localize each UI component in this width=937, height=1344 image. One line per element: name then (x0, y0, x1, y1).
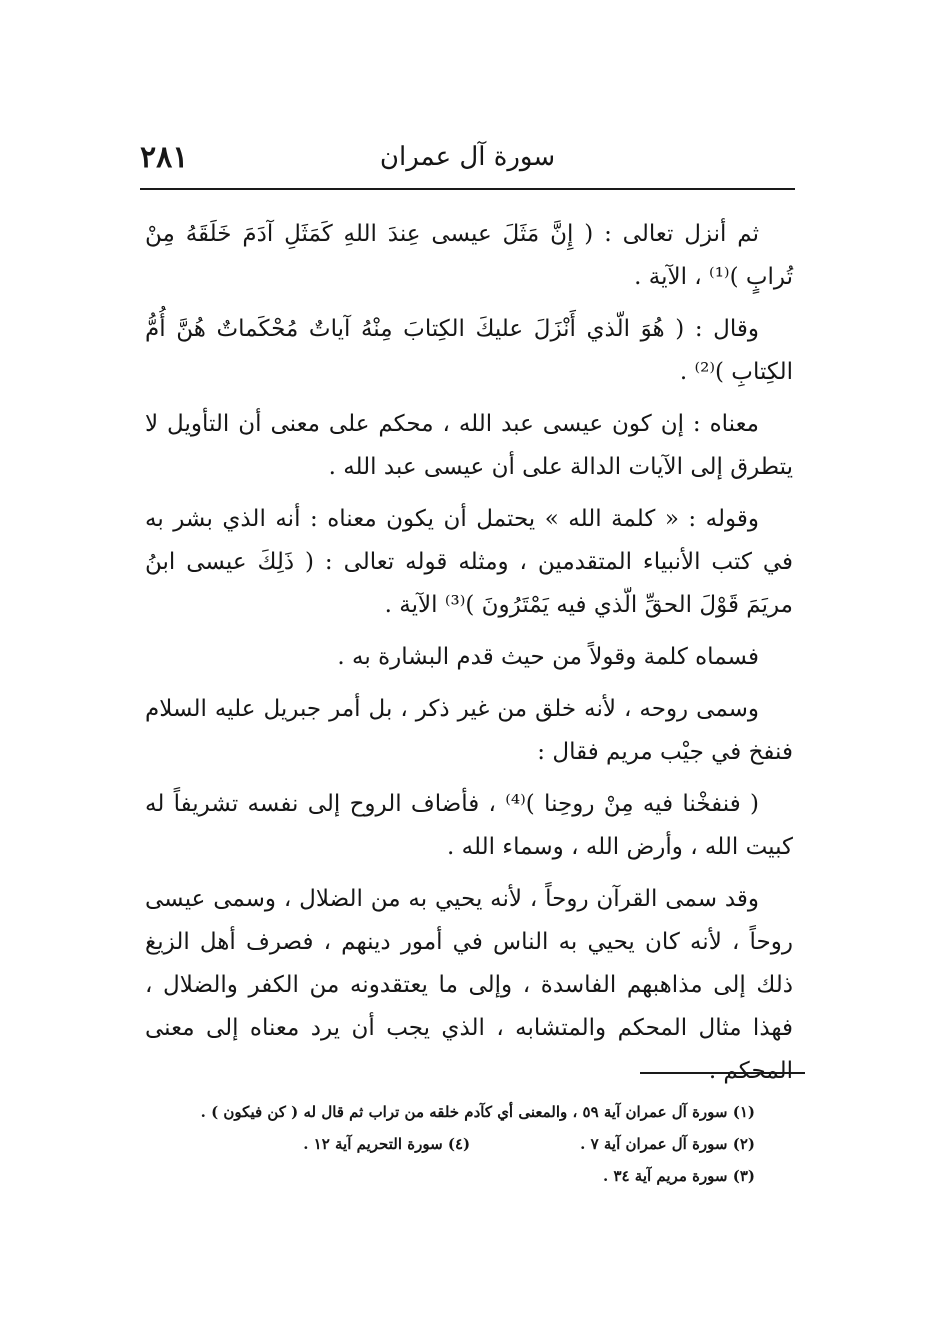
footnote-rule (640, 1072, 805, 1074)
footnotes (135, 1096, 755, 1192)
footnote-row-1 (135, 1096, 755, 1128)
footnote-3: (٣) سورة مريم آية ٣٤ . (602, 1167, 755, 1185)
paragraph-5: فسماه كلمة وقولاً من حيث قدم البشارة به . (337, 644, 759, 670)
footnote-1: (١) سورة آل عمران آية ٥٩ ، والمعنى أي كآدم خلقه من تراب ثم قال له ( كن فيكون ) . (200, 1103, 755, 1121)
footnote-row-2 (135, 1128, 755, 1160)
paragraph-1: ثم أنزل تعالى : ( إِنَّ مَثَلَ عيسى عِندَ اللهِ كَمَثَلِ آدَمَ خَلَقَهُ مِنْ تُرابٍ )⁽¹⁾ ، الآية . (145, 221, 793, 290)
footnote-row-3 (135, 1160, 755, 1192)
page-number: ٢٨١ (140, 140, 189, 175)
footnote-2: (٢) سورة آل عمران آية ٧ . (580, 1135, 755, 1153)
surah-title: سورة آل عمران (379, 142, 556, 172)
running-head (140, 128, 795, 188)
paragraph-6: وسمى روحه ، لأنه خلق من غير ذكر ، بل أمر جبريل عليه السلام فنفخ في جيْب مريم فقال : (145, 696, 793, 765)
header-rule (140, 188, 795, 190)
paragraph-4: وقوله : « كلمة الله » يحتمل أن يكون معناه : أنه الذي بشر به في كتب الأنبياء المتقدمين ، ومثله قوله تعالى : ( ذَلِكَ عيسى ابنُ مريَمَ قَوْلَ الحقِّ الّذي فيه يَمْتَرُونَ )⁽³⁾ الآية . (145, 506, 793, 618)
body-text (145, 213, 793, 1093)
footnote-4: (٤) سورة التحريم آية ١٢ . (303, 1135, 471, 1153)
paragraph-2: وقال : ( هُوَ الّذي أَنْزَلَ عليكَ الكِتابَ مِنْهُ آياتٌ مُحْكَماتٌ هُنَّ أُمُّ الكِتابِ )⁽²⁾ . (145, 316, 793, 385)
paragraph-8: وقد سمى القرآن روحاً ، لأنه يحيي به من الضلال ، وسمى عيسى روحاً ، لأنه كان يحيي به الناس في أمور دينهم ، فصرف أهل الزيغ ذلك إلى مذاهبهم الفاسدة ، وإلى ما يعتقدونه من الكفر والضلال ، فهذا مثال المحكم والمتشابه ، الذي يجب أن يرد معناه إلى معنى المحكم . (145, 886, 793, 1084)
paragraph-3: معناه : إن كون عيسى عبد الله ، محكم على معنى أن التأويل لا يتطرق إلى الآيات الدالة على أن عيسى عبد الله . (145, 411, 793, 480)
paragraph-7: ( فنفخْنا فيه مِنْ روحِنا )⁽⁴⁾ ، فأضاف الروح إلى نفسه تشريفاً له كبيت الله ، وأرض الله ، وسماء الله . (145, 791, 793, 860)
